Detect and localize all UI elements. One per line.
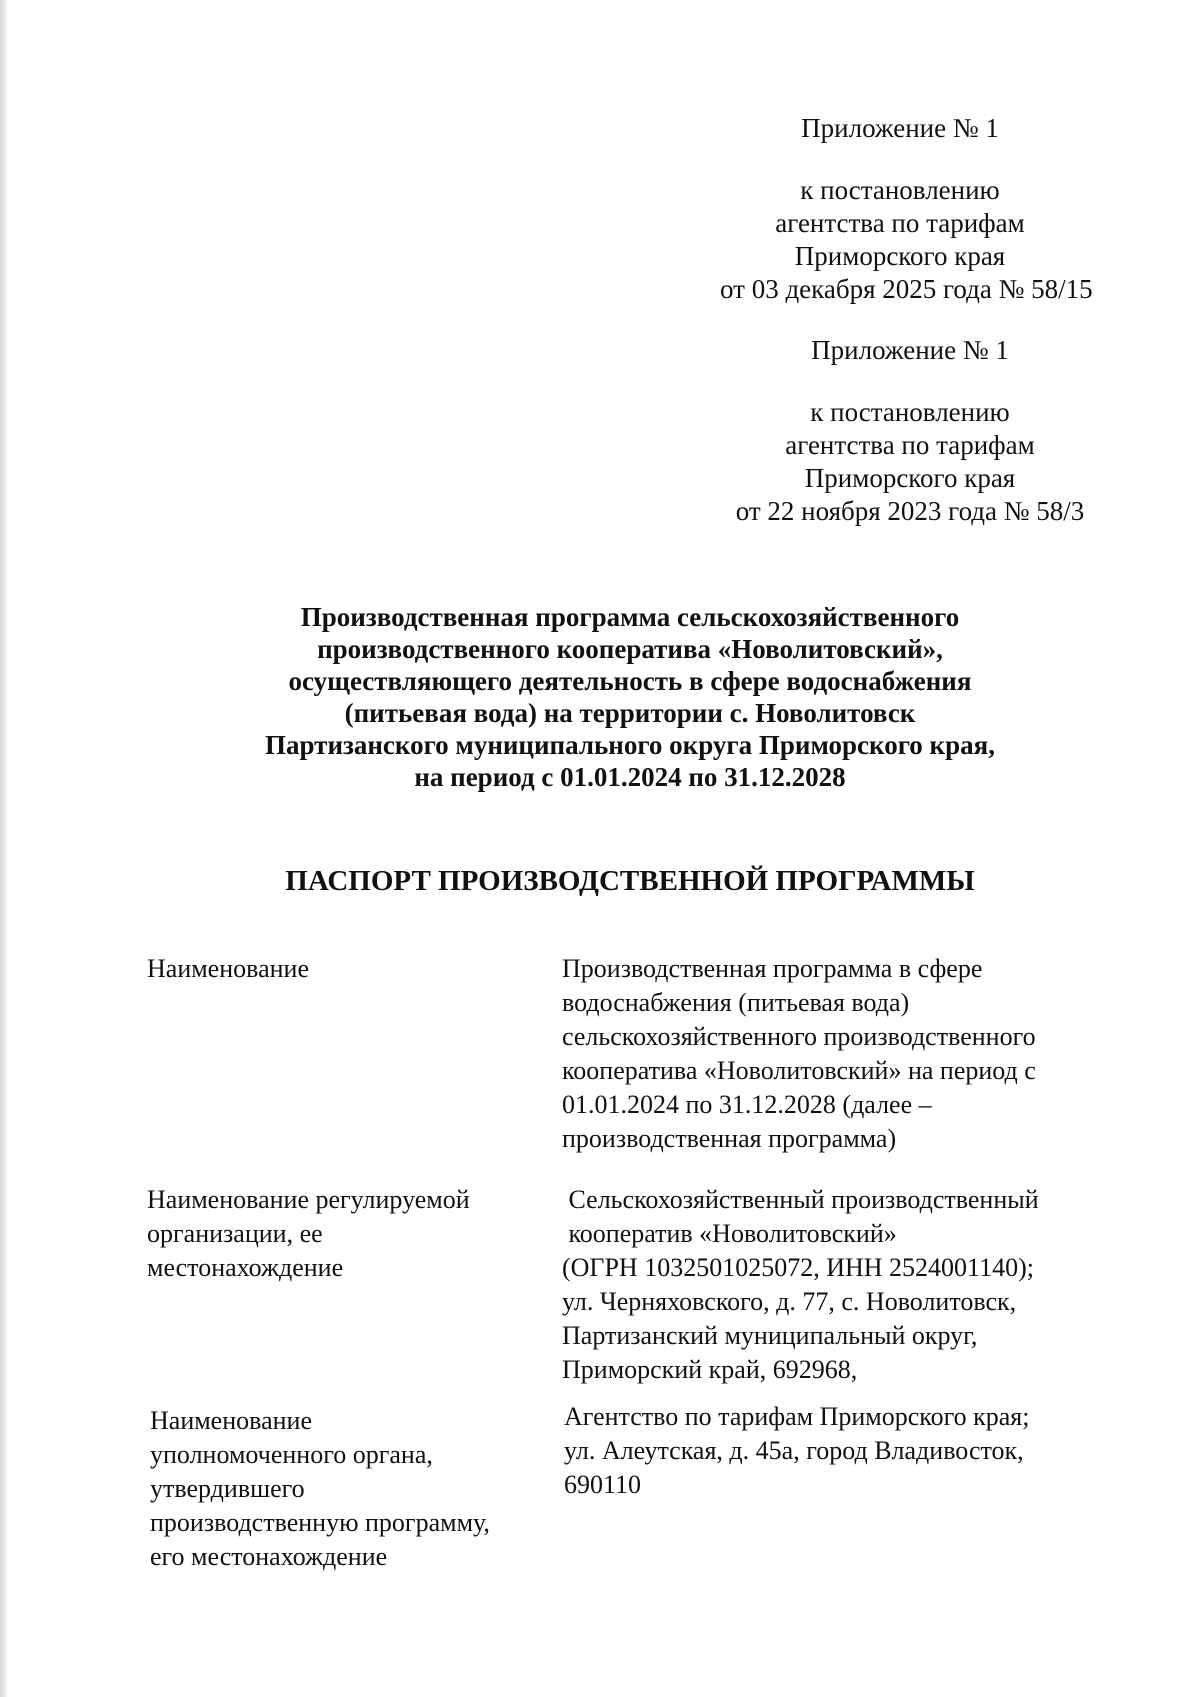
row-value-line: кооператива «Новолитовский» на период с: [562, 1056, 1036, 1085]
document-title: [200, 601, 1060, 793]
appendix-previous-date: от 22 ноября 2023 года № 58/3: [735, 496, 1085, 526]
row-label-line: организации, ее: [147, 1219, 323, 1248]
title-line: производственного кооператива «Новолитовский»,: [317, 634, 943, 664]
passport-row-name-label: [147, 952, 309, 986]
appendix-previous-line: к постановлению: [810, 397, 1010, 427]
row-value-line: ул. Черняховского, д. 77, с. Новолитовск,: [562, 1287, 1017, 1316]
row-value-line: кооператив «Новолитовский»: [562, 1219, 897, 1248]
row-label-line: его местонахождение: [150, 1542, 388, 1571]
row-value-line: ул. Алеутская, д. 45а, город Владивосток,: [564, 1436, 1024, 1465]
row-value-line: Приморский край, 692968,: [562, 1355, 858, 1384]
appendix-current-heading: Приложение № 1: [801, 113, 999, 143]
appendix-current-line: к постановлению: [800, 175, 1000, 205]
scan-edge-shadow: [0, 0, 7, 1697]
appendix-current-header: [720, 112, 1093, 306]
passport-heading-text: ПАСПОРТ ПРОИЗВОДСТВЕННОЙ ПРОГРАММЫ: [285, 865, 975, 897]
title-line: (питьевая вода) на территории с. Новолитовск: [344, 698, 916, 728]
passport-row-name-value: [562, 952, 1036, 1156]
row-value-line: Производственная программа в сфере: [562, 954, 983, 983]
row-value-line: водоснабжения (питьевая вода): [562, 988, 910, 1017]
row-value-line: Сельскохозяйственный производственный: [562, 1185, 1039, 1214]
title-line: Производственная программа сельскохозяйственного: [300, 602, 960, 632]
row-label-line: уполномоченного органа,: [150, 1440, 433, 1469]
row-label-line: местонахождение: [147, 1253, 344, 1282]
row-value-line: 690110: [564, 1470, 642, 1499]
appendix-previous-header: [730, 334, 1090, 528]
title-line: на период с 01.01.2024 по 31.12.2028: [414, 762, 846, 792]
row-value-line: Агентство по тарифам Приморского края;: [564, 1402, 1030, 1431]
row-label-line: Наименование: [150, 1406, 312, 1435]
appendix-current-line: агентства по тарифам: [775, 208, 1025, 238]
passport-row-organization-value: [562, 1183, 1039, 1387]
appendix-previous-heading: Приложение № 1: [811, 335, 1009, 365]
row-label-line: Наименование регулируемой: [147, 1185, 470, 1214]
passport-heading: [200, 864, 1060, 898]
row-label-line: производственную программу,: [150, 1508, 490, 1537]
row-label-line: Наименование: [147, 954, 309, 983]
appendix-current-date: от 03 декабря 2025 года № 58/15: [720, 274, 1093, 304]
row-value-line: сельскохозяйственного производственного: [562, 1022, 1036, 1051]
appendix-previous-line: агентства по тарифам: [785, 430, 1035, 460]
passport-row-organization-label: [147, 1183, 470, 1285]
title-line: Партизанского муниципального округа Приморского края,: [265, 730, 995, 760]
appendix-current-line: Приморского края: [794, 241, 1006, 271]
passport-row-authority-value: [564, 1400, 1030, 1502]
appendix-previous-line: Приморского края: [804, 463, 1016, 493]
passport-row-authority-label: [150, 1404, 490, 1574]
row-label-line: утвердившего: [150, 1474, 305, 1503]
row-value-line: производственная программа): [562, 1124, 897, 1153]
row-value-line: 01.01.2024 по 31.12.2028 (далее –: [562, 1090, 932, 1119]
row-value-line: Партизанский муниципальный округ,: [562, 1321, 978, 1350]
title-line: осуществляющего деятельность в сфере водоснабжения: [288, 666, 972, 696]
row-value-line: (ОГРН 1032501025072, ИНН 2524001140);: [562, 1253, 1034, 1282]
